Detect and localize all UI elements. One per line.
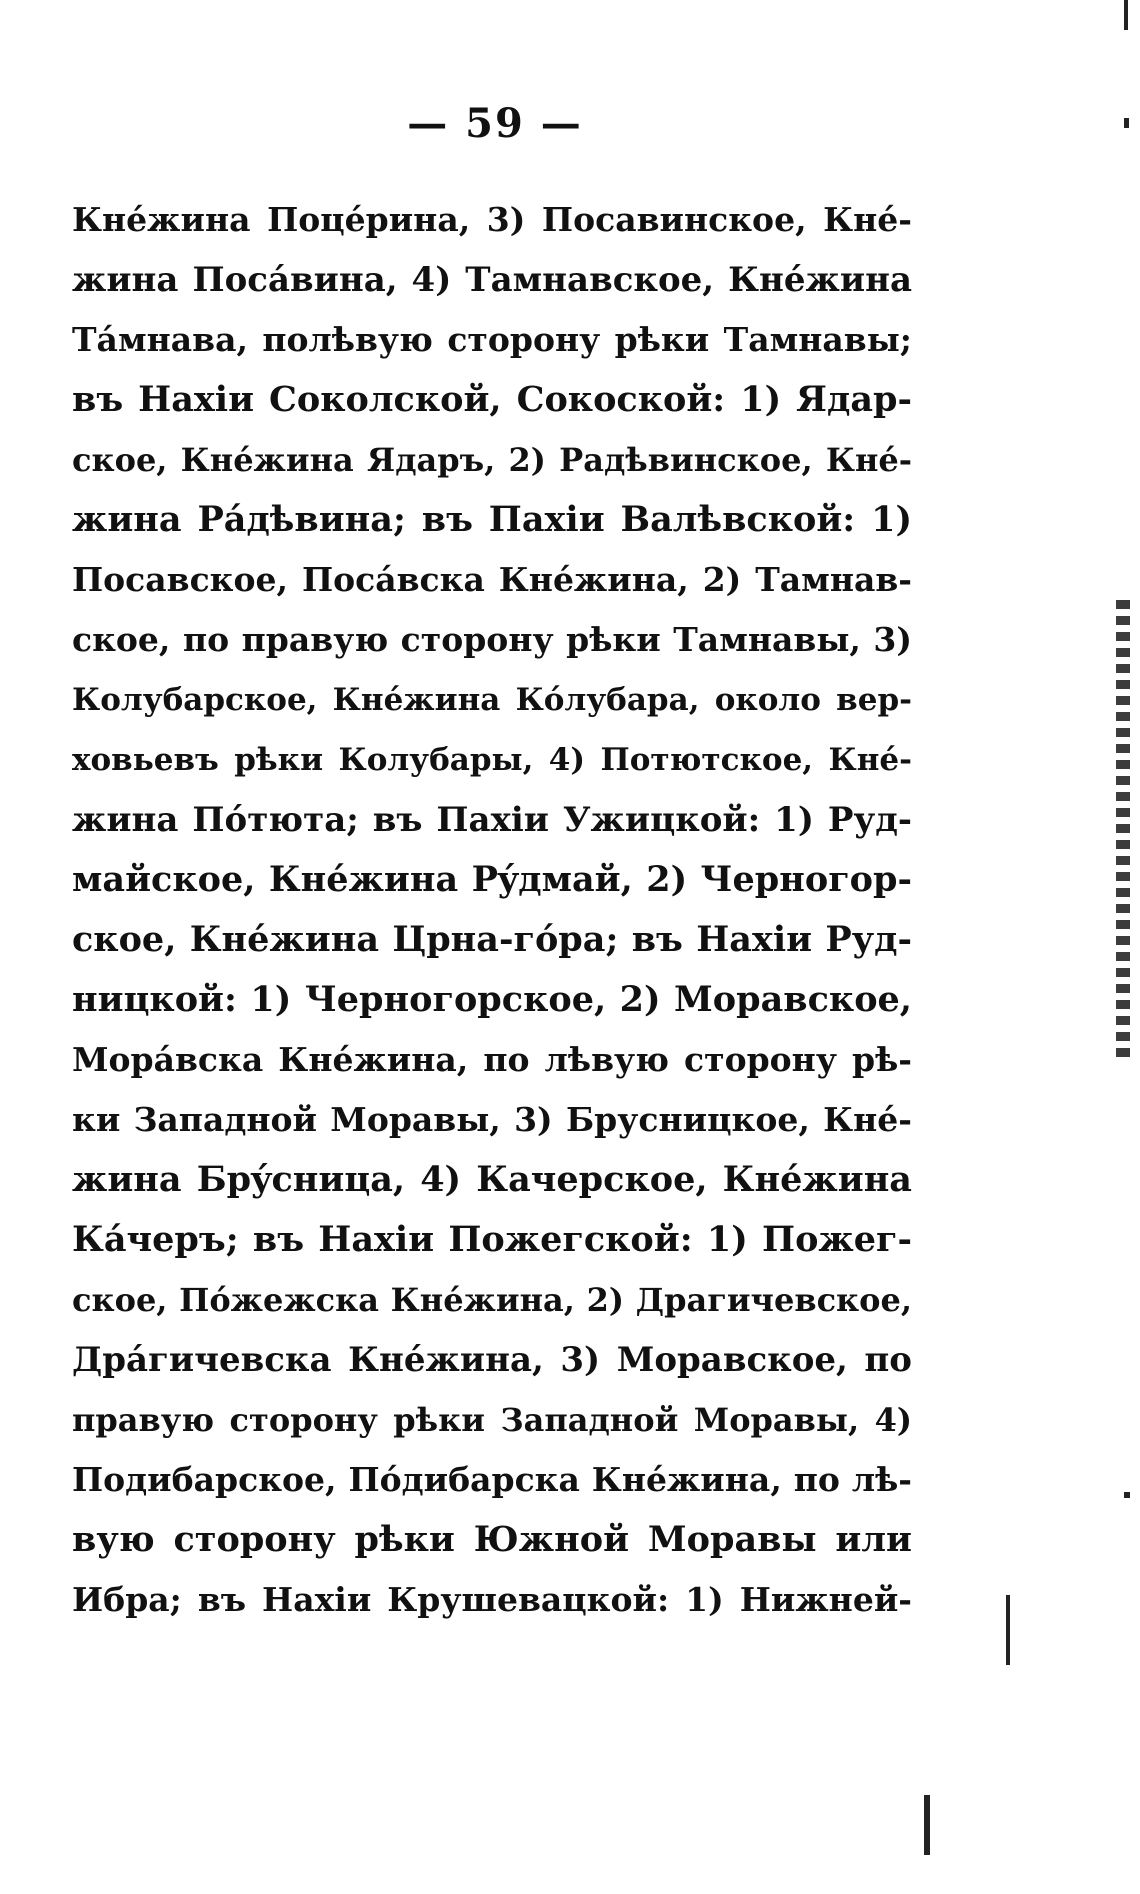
text-line: въ Нахіи Соколской, Сокоской: 1) Ядар- — [72, 379, 912, 420]
scan-artifact — [1124, 1492, 1130, 1498]
body-text — [72, 190, 912, 1630]
text-line: ницкой: 1) Черногорское, 2) Моравское, — [72, 979, 912, 1020]
scan-artifact — [1124, 118, 1129, 128]
text-line: ское, Пóжежска Кнéжина, 2) Драгичевское, — [72, 1281, 912, 1319]
text-line: жина Пóтюта; въ Пахіи Ужицкой: 1) Руд- — [72, 800, 912, 840]
text-line: ховьевъ рѣки Колубары, 4) Потютское, Кнé- — [72, 742, 912, 778]
text-line: майское, Кнéжина Рýдмай, 2) Черногор- — [72, 859, 912, 900]
scan-artifact — [924, 1795, 930, 1855]
text-line: Кнéжина Поцéрина, 3) Посавинское, Кнé- — [72, 200, 912, 239]
text-line: Посавское, Посáвска Кнéжина, 2) Тамнав- — [72, 560, 912, 599]
scan-artifact — [1124, 0, 1128, 30]
text-line: Дрáгичевска Кнéжина, 3) Моравское, по — [72, 1340, 912, 1380]
page-number: — 59 — — [407, 100, 583, 147]
text-line: ское, Кнéжина Ядаръ, 2) Радѣвинское, Кнé- — [72, 441, 912, 479]
text-line: правую сторону рѣки Западной Моравы, 4) — [72, 1401, 912, 1439]
text-line: Тáмнава, полѣвую сторону рѣки Тамнавы; — [72, 320, 912, 359]
text-line: ки Западной Моравы, 3) Брусницкое, Кнé- — [72, 1100, 912, 1139]
text-line: жина Брýсница, 4) Качерское, Кнéжина — [72, 1159, 912, 1200]
scan-artifact — [1006, 1595, 1010, 1665]
text-line: ское, Кнéжина Црна-гóра; въ Нахіи Руд- — [72, 919, 912, 960]
scan-bleed-mark — [1116, 600, 1130, 1060]
text-line: ское, по правую сторону рѣки Тамнавы, 3) — [72, 620, 912, 659]
text-line: Подибарское, Пóдибарска Кнéжина, по лѣ- — [72, 1460, 912, 1499]
text-line: Морáвска Кнéжина, по лѣвую сторону рѣ- — [72, 1040, 912, 1079]
text-line: Колубарское, Кнéжина Кóлубара, около вер- — [72, 682, 912, 718]
text-line: вую сторону рѣки Южной Моравы или — [72, 1519, 912, 1560]
text-line: Кáчеръ; въ Нахіи Пожегской: 1) Пожег- — [72, 1219, 912, 1260]
text-line: жина Рáдѣвина; въ Пахіи Валѣвской: 1) — [72, 499, 912, 540]
text-line: Ибра; въ Нахіи Крушевацкой: 1) Нижней- — [72, 1580, 912, 1619]
text-line: жина Посáвина, 4) Тамнавское, Кнéжина — [72, 260, 912, 300]
